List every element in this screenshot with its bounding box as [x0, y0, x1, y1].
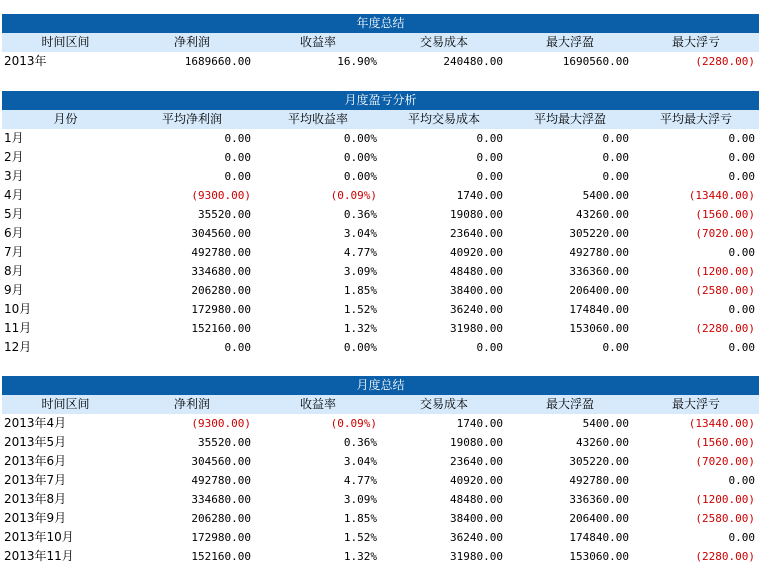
table-body	[2, 52, 759, 71]
table-cell: 0.00	[728, 151, 755, 164]
row-label: 9月	[4, 283, 24, 297]
table-cell: 0.00	[602, 341, 629, 354]
table-cell: (1200.00)	[695, 265, 755, 278]
table-cell: (2580.00)	[695, 512, 755, 525]
table-cell: 304560.00	[191, 227, 251, 240]
column-header: 交易成本	[419, 397, 468, 411]
row-label: 6月	[4, 226, 24, 240]
table-cell: 36240.00	[450, 531, 503, 544]
table-body	[2, 414, 759, 566]
row-label: 5月	[4, 207, 24, 221]
table-header	[2, 33, 759, 52]
table-row	[2, 338, 759, 357]
table-row	[2, 433, 759, 452]
row-label: 2013年8月	[4, 492, 67, 506]
section-title: 年度总结	[2, 14, 759, 33]
table-body	[2, 129, 759, 357]
row-label: 8月	[4, 264, 24, 278]
table-row	[2, 509, 759, 528]
table-cell: 0.00%	[343, 151, 377, 164]
table-cell: 0.00	[728, 531, 755, 544]
table-cell: 3.04%	[343, 227, 377, 240]
table-cell: 152160.00	[191, 322, 251, 335]
table-row	[2, 547, 759, 566]
row-label: 7月	[4, 245, 24, 259]
row-label: 2013年4月	[4, 416, 67, 430]
table-cell: 0.00	[728, 303, 755, 316]
table-cell: 3.09%	[343, 493, 377, 506]
table-cell: 23640.00	[450, 227, 503, 240]
column-header: 净利润	[173, 397, 210, 411]
table-cell: 206280.00	[191, 284, 251, 297]
column-header: 平均净利润	[161, 112, 222, 126]
table-cell: 0.00	[476, 132, 503, 145]
table-cell: 23640.00	[450, 455, 503, 468]
table-cell: (13440.00)	[688, 189, 755, 202]
table-cell: 0.00	[602, 132, 629, 145]
table-cell: 38400.00	[450, 512, 503, 525]
table-cell: (2280.00)	[695, 322, 755, 335]
table-row	[2, 186, 759, 205]
table-row	[2, 319, 759, 338]
table-cell: 35520.00	[198, 436, 251, 449]
table-cell: 4.77%	[343, 246, 377, 259]
table-cell: 305220.00	[569, 455, 629, 468]
table-cell: (9300.00)	[191, 417, 251, 430]
row-label: 3月	[4, 169, 24, 183]
table-row	[2, 167, 759, 186]
column-header: 最大浮盈	[545, 35, 594, 49]
table-cell: (1560.00)	[695, 436, 755, 449]
column-header: 月份	[53, 112, 78, 126]
column-header: 最大浮亏	[671, 397, 720, 411]
table-cell: (0.09%)	[330, 417, 377, 430]
column-header: 平均交易成本	[407, 112, 480, 126]
table-header	[2, 110, 759, 129]
table-cell: 336360.00	[569, 493, 629, 506]
table-cell: 1690560.00	[562, 55, 629, 68]
row-label: 12月	[4, 340, 32, 354]
table-cell: 0.00%	[343, 170, 377, 183]
table-cell: 304560.00	[191, 455, 251, 468]
table-cell: 305220.00	[569, 227, 629, 240]
table-cell: 1.85%	[343, 512, 377, 525]
row-label: 2013年6月	[4, 454, 67, 468]
table-row	[2, 300, 759, 319]
row-label: 1月	[4, 131, 24, 145]
table-row	[2, 129, 759, 148]
table-cell: 0.00	[224, 151, 251, 164]
column-header: 交易成本	[419, 35, 468, 49]
table-cell: 174840.00	[569, 531, 629, 544]
row-label: 4月	[4, 188, 24, 202]
table-cell: 0.00	[476, 341, 503, 354]
column-header: 时间区间	[41, 397, 90, 411]
table-row	[2, 148, 759, 167]
table-cell: 19080.00	[450, 208, 503, 221]
table-cell: 1.52%	[343, 303, 377, 316]
table-cell: (0.09%)	[330, 189, 377, 202]
table-row	[2, 452, 759, 471]
table-cell: 174840.00	[569, 303, 629, 316]
table-cell: 334680.00	[191, 493, 251, 506]
table-cell: 1.85%	[343, 284, 377, 297]
table-cell: 1.52%	[343, 531, 377, 544]
table-cell: (9300.00)	[191, 189, 251, 202]
table-cell: (2280.00)	[695, 55, 755, 68]
row-label: 2013年11月	[4, 549, 74, 563]
table-cell: 0.36%	[343, 208, 377, 221]
table-row	[2, 262, 759, 281]
column-header: 收益率	[299, 35, 336, 49]
section-title: 月度总结	[2, 376, 759, 395]
row-label: 2013年7月	[4, 473, 67, 487]
table-row	[2, 414, 759, 433]
table-cell: 0.00	[728, 246, 755, 259]
table-cell: (2280.00)	[695, 550, 755, 563]
table-cell: 31980.00	[450, 550, 503, 563]
table-row	[2, 243, 759, 262]
table-cell: 1740.00	[456, 417, 503, 430]
table-cell: 40920.00	[450, 246, 503, 259]
column-header: 最大浮亏	[671, 35, 720, 49]
table-cell: 0.00	[224, 170, 251, 183]
table-cell: 0.00	[728, 170, 755, 183]
table-cell: 206400.00	[569, 284, 629, 297]
table-cell: 206280.00	[191, 512, 251, 525]
table-row	[2, 471, 759, 490]
table-cell: 336360.00	[569, 265, 629, 278]
table-cell: 3.04%	[343, 455, 377, 468]
table-cell: 36240.00	[450, 303, 503, 316]
table-cell: 35520.00	[198, 208, 251, 221]
table-cell: 0.00	[602, 170, 629, 183]
table-cell: 153060.00	[569, 322, 629, 335]
table-cell: 0.00	[728, 132, 755, 145]
table-cell: (2580.00)	[695, 284, 755, 297]
table-cell: 40920.00	[450, 474, 503, 487]
table-cell: 153060.00	[569, 550, 629, 563]
table-row	[2, 205, 759, 224]
table-cell: 172980.00	[191, 531, 251, 544]
table-cell: 19080.00	[450, 436, 503, 449]
table-cell: 492780.00	[569, 474, 629, 487]
table-cell: 1.32%	[343, 322, 377, 335]
table-cell: 152160.00	[191, 550, 251, 563]
table-row	[2, 490, 759, 509]
table-cell: 43260.00	[576, 436, 629, 449]
row-label: 2013年9月	[4, 511, 67, 525]
table-cell: 0.36%	[343, 436, 377, 449]
column-header: 收益率	[299, 397, 336, 411]
table-cell: 172980.00	[191, 303, 251, 316]
table-cell: 5400.00	[582, 189, 629, 202]
table-cell: 43260.00	[576, 208, 629, 221]
table-cell: 0.00%	[343, 341, 377, 354]
column-header: 净利润	[173, 35, 210, 49]
table-cell: (1560.00)	[695, 208, 755, 221]
table-cell: 48480.00	[450, 265, 503, 278]
table-cell: 0.00	[728, 341, 755, 354]
table-cell: (7020.00)	[695, 455, 755, 468]
column-header: 时间区间	[41, 35, 90, 49]
table-cell: 0.00	[476, 151, 503, 164]
column-header: 最大浮盈	[545, 397, 594, 411]
table-cell: 48480.00	[450, 493, 503, 506]
monthly-summary-section	[2, 376, 759, 566]
column-header: 平均最大浮盈	[533, 112, 606, 126]
table-cell: 0.00	[476, 170, 503, 183]
table-cell: 4.77%	[343, 474, 377, 487]
row-label: 2013年10月	[4, 530, 74, 544]
table-cell: 492780.00	[569, 246, 629, 259]
table-cell: 16.90%	[337, 55, 377, 68]
table-cell: 0.00	[728, 474, 755, 487]
table-cell: 0.00	[602, 151, 629, 164]
monthly-pl-analysis-section	[2, 91, 759, 357]
row-label: 2013年5月	[4, 435, 67, 449]
table-cell: 492780.00	[191, 246, 251, 259]
table-cell: 5400.00	[582, 417, 629, 430]
table-row	[2, 281, 759, 300]
table-cell: 492780.00	[191, 474, 251, 487]
table-cell: (7020.00)	[695, 227, 755, 240]
row-label: 11月	[4, 321, 32, 335]
column-header: 平均收益率	[287, 112, 348, 126]
table-cell: 334680.00	[191, 265, 251, 278]
table-cell: 38400.00	[450, 284, 503, 297]
table-cell: 1740.00	[456, 189, 503, 202]
table-cell: 206400.00	[569, 512, 629, 525]
table-cell: 1689660.00	[184, 55, 251, 68]
table-cell: 3.09%	[343, 265, 377, 278]
row-label: 10月	[4, 302, 32, 316]
table-cell: (13440.00)	[688, 417, 755, 430]
row-label: 2013年	[4, 54, 47, 68]
table-cell: 0.00	[224, 341, 251, 354]
annual-summary-section	[2, 14, 759, 71]
table-header	[2, 395, 759, 414]
table-row	[2, 52, 759, 71]
table-cell: 0.00%	[343, 132, 377, 145]
table-row	[2, 528, 759, 547]
table-row	[2, 224, 759, 243]
table-cell: 0.00	[224, 132, 251, 145]
column-header: 平均最大浮亏	[659, 112, 732, 126]
table-cell: 240480.00	[443, 55, 503, 68]
table-cell: 31980.00	[450, 322, 503, 335]
section-title: 月度盈亏分析	[2, 91, 759, 110]
table-cell: 1.32%	[343, 550, 377, 563]
table-cell: (1200.00)	[695, 493, 755, 506]
row-label: 2月	[4, 150, 24, 164]
